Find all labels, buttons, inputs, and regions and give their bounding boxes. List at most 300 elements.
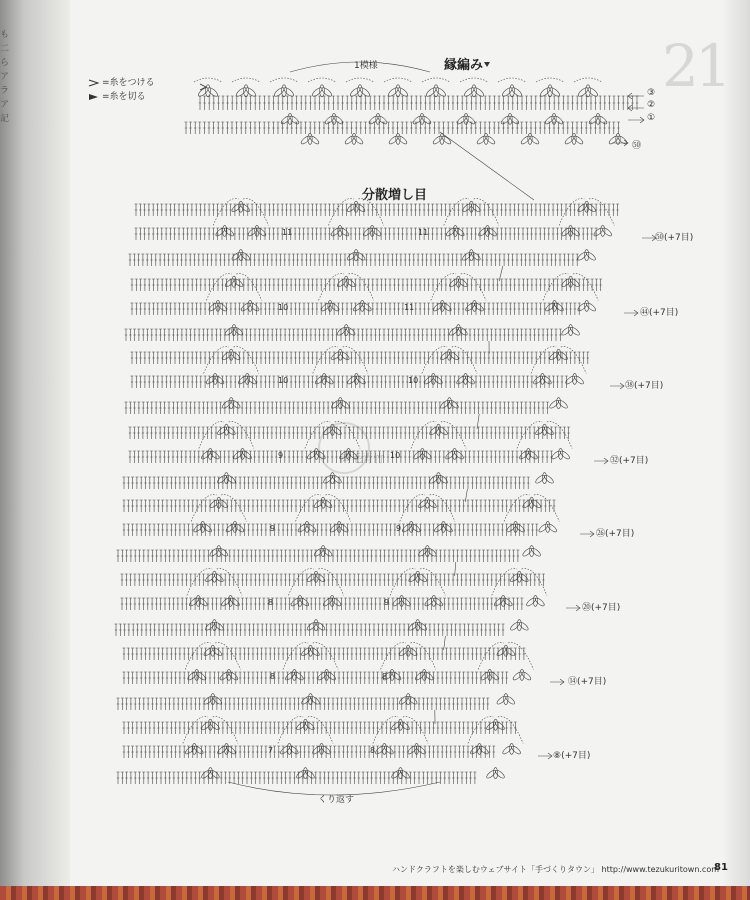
shell-petal xyxy=(304,769,315,779)
shell-petal xyxy=(557,399,568,409)
edging-row-label: ㊿ xyxy=(632,141,642,151)
shell-petal xyxy=(440,133,444,144)
shell-petal xyxy=(435,86,447,97)
shell-petal xyxy=(528,133,532,144)
chain-arc xyxy=(574,78,602,82)
shell-petal xyxy=(573,135,584,145)
chain-arc xyxy=(318,569,343,596)
shell-petal xyxy=(422,669,426,680)
shell-petal xyxy=(229,349,233,360)
shell-petal xyxy=(406,645,410,656)
shell-petal xyxy=(299,597,310,607)
chain-arc xyxy=(498,78,526,82)
shell-petal xyxy=(553,302,564,312)
band-row-label: ㊿(+7目) xyxy=(655,233,694,243)
shell-petal xyxy=(529,497,533,508)
shell-petal xyxy=(445,450,456,460)
shell-petal xyxy=(352,302,363,312)
row-arrow xyxy=(628,93,644,99)
shell-petal xyxy=(332,113,336,124)
shell-petal xyxy=(248,300,252,311)
shell-petal xyxy=(205,375,216,385)
shell-petal xyxy=(338,225,342,236)
shell-petal xyxy=(486,227,497,237)
shell-petal xyxy=(388,135,399,145)
band-row-label: ㊳(+7目) xyxy=(625,381,664,391)
shell-petal xyxy=(218,547,229,557)
shell-petal xyxy=(417,499,428,509)
shell-petal xyxy=(586,85,591,97)
chain-arc xyxy=(243,199,268,226)
shell-petal xyxy=(314,620,318,631)
repeat-count: 9 xyxy=(278,451,284,460)
shell-petal xyxy=(215,227,226,237)
shell-petal xyxy=(339,450,350,460)
shell-petal xyxy=(476,135,487,145)
shell-petal xyxy=(308,694,312,705)
repeat-count: 9 xyxy=(270,524,276,533)
shell-petal xyxy=(525,597,536,607)
chain-arc xyxy=(498,717,523,744)
shell-petal xyxy=(432,135,443,145)
shell-petal xyxy=(295,769,306,779)
stitch-row xyxy=(185,122,620,134)
repeat-count: 7 xyxy=(268,746,274,755)
shell-petal xyxy=(249,302,260,312)
stitch-row xyxy=(129,427,571,439)
shell-petal xyxy=(398,695,409,705)
stitch-row xyxy=(125,402,549,414)
shell-petal xyxy=(344,325,348,336)
stitch-row xyxy=(123,722,517,734)
stitch-row xyxy=(131,376,568,388)
shell-petal xyxy=(410,523,421,533)
shell-petal xyxy=(463,373,467,384)
shell-petal xyxy=(344,135,355,145)
shell-petal xyxy=(505,695,516,705)
shell-petal xyxy=(587,86,599,97)
shell-petal xyxy=(485,225,489,236)
chain-arc xyxy=(422,347,447,374)
shell-petal xyxy=(339,351,350,361)
shell-petal xyxy=(209,769,220,779)
chain-arc xyxy=(561,347,586,374)
chain-arc xyxy=(206,274,231,301)
stitch-row xyxy=(131,303,581,315)
shell-petal xyxy=(188,597,199,607)
chain-arc xyxy=(531,347,556,374)
shell-petal xyxy=(436,473,440,484)
shell-petal xyxy=(493,597,504,607)
shell-petal xyxy=(521,671,532,681)
chain-arc xyxy=(305,422,330,449)
shell-petal xyxy=(485,721,496,731)
shell-petal xyxy=(596,113,600,124)
page-number: 81 xyxy=(714,862,728,873)
footer-text: ハンドクラフトを楽しむウェブサイト「手づくりタウン」 http://www.tezukuritown.com xyxy=(392,865,720,874)
shell-petal xyxy=(330,424,334,435)
chain-arc xyxy=(573,274,598,301)
shell-petal xyxy=(237,375,248,385)
shell-petal xyxy=(209,450,220,460)
row-arrow xyxy=(628,105,644,111)
chain-arc xyxy=(295,495,320,522)
shell-petal xyxy=(396,85,401,97)
shell-petal xyxy=(434,85,439,97)
shell-petal xyxy=(288,745,299,755)
shell-petal xyxy=(297,523,308,533)
chain-arc xyxy=(349,274,374,301)
shell-petal xyxy=(287,743,291,754)
shell-petal xyxy=(224,473,228,484)
shell-petal xyxy=(315,621,326,631)
shell-petal xyxy=(512,671,523,681)
shell-petal xyxy=(518,621,529,631)
shell-petal xyxy=(585,300,589,311)
shell-petal xyxy=(453,450,464,460)
shell-petal xyxy=(193,745,204,755)
repeat-bottom-label: くり返す xyxy=(318,795,355,805)
shell-petal xyxy=(330,473,334,484)
edging-title: 縁編み xyxy=(444,58,484,73)
shell-petal xyxy=(502,745,513,755)
repeat-count: 8 xyxy=(268,598,274,607)
chain-arc xyxy=(536,78,564,82)
shell-petal xyxy=(232,276,236,287)
shell-petal xyxy=(346,375,357,385)
shell-petal xyxy=(436,424,440,435)
shell-petal xyxy=(306,450,317,460)
shell-petal xyxy=(457,326,468,336)
shell-petal xyxy=(517,620,521,631)
shell-petal xyxy=(453,225,457,236)
band-row-label: ⑭(+7目) xyxy=(568,677,607,687)
shell-petal xyxy=(414,671,425,681)
chain-arc xyxy=(403,717,428,744)
chain-arc xyxy=(431,274,456,301)
shell-petal xyxy=(572,133,576,144)
shell-petal xyxy=(233,521,237,532)
shell-petal xyxy=(577,251,588,261)
shell-petal xyxy=(225,523,236,533)
chain-arc xyxy=(308,717,333,744)
band-row-label: ㉖(+7目) xyxy=(596,529,635,539)
shell-petal xyxy=(549,399,560,409)
shell-petal xyxy=(541,375,552,385)
shell-petal xyxy=(184,745,195,755)
shell-petal xyxy=(518,450,529,460)
shell-petal xyxy=(546,521,550,532)
shell-petal xyxy=(433,597,444,607)
shell-petal xyxy=(228,595,232,606)
edging-row-label: ② xyxy=(647,100,656,110)
shell-petal xyxy=(245,373,249,384)
shell-petal xyxy=(396,133,400,144)
shell-petal xyxy=(454,227,465,237)
chain-arc xyxy=(221,495,246,522)
shell-petal xyxy=(328,300,332,311)
chain-arc xyxy=(335,422,360,449)
chain-arc xyxy=(319,274,344,301)
shell-petal xyxy=(412,115,423,125)
shell-petal xyxy=(390,769,401,779)
chain-arc xyxy=(508,643,533,670)
shell-petal xyxy=(456,375,467,385)
shell-petal xyxy=(538,523,549,533)
shell-petal xyxy=(397,135,408,145)
shell-petal xyxy=(431,373,435,384)
legend-join-label: =糸をつける xyxy=(102,78,155,88)
shell-petal xyxy=(608,135,619,145)
previous-page-edge: も 二 ら ア ラ ア 記 xyxy=(0,30,11,124)
shell-petal xyxy=(201,523,212,533)
shell-petal xyxy=(197,597,208,607)
shell-petal xyxy=(577,302,588,312)
shell-petal xyxy=(331,474,342,484)
chapter-number: 21 xyxy=(662,32,728,100)
shell-petal xyxy=(204,573,215,583)
shell-petal xyxy=(309,135,320,145)
shell-petal xyxy=(502,597,513,607)
shell-petal xyxy=(219,671,230,681)
chain-arc xyxy=(373,717,398,744)
shell-petal xyxy=(377,115,388,125)
shell-petal xyxy=(510,745,521,755)
row-arrow xyxy=(580,531,594,537)
shell-petal xyxy=(533,595,537,606)
shell-petal xyxy=(216,426,227,436)
shell-petal xyxy=(353,135,364,145)
shell-petal xyxy=(530,547,541,557)
shell-petal xyxy=(484,133,488,144)
shell-petal xyxy=(426,499,437,509)
shell-petal xyxy=(315,450,326,460)
row-arrow xyxy=(566,605,580,611)
chain-arc xyxy=(410,643,435,670)
shell-petal xyxy=(225,426,236,436)
shell-petal xyxy=(228,671,239,681)
stitch-row xyxy=(135,228,598,240)
row-arrow xyxy=(594,458,608,464)
shell-petal xyxy=(306,523,317,533)
shell-petal xyxy=(346,448,350,459)
shell-petal xyxy=(232,325,236,336)
shell-petal xyxy=(568,325,572,336)
chain-arc xyxy=(232,78,260,82)
stitch-row xyxy=(123,672,509,684)
shell-petal xyxy=(534,597,545,607)
shell-petal xyxy=(206,85,211,97)
repeat-count: 9 xyxy=(384,598,390,607)
shell-petal xyxy=(323,375,334,385)
chain-arc xyxy=(422,78,450,82)
shell-petal xyxy=(354,201,358,212)
chain-arc xyxy=(270,78,298,82)
shell-petal xyxy=(382,743,386,754)
shell-petal xyxy=(234,523,245,533)
legend-cut-label: =糸を切る xyxy=(102,92,146,102)
repeat-count: 10 xyxy=(408,376,419,385)
shell-petal xyxy=(415,620,419,631)
stitch-row xyxy=(123,648,526,660)
chain-arc xyxy=(452,347,477,374)
shell-petal xyxy=(279,745,290,755)
shell-petal xyxy=(544,302,555,312)
shell-petal xyxy=(361,302,372,312)
shell-petal xyxy=(520,135,531,145)
chain-arc xyxy=(420,569,445,596)
shell-petal xyxy=(255,225,259,236)
repeat-count: 8 xyxy=(370,746,376,755)
shell-petal xyxy=(229,398,233,409)
stitch-row xyxy=(125,329,562,341)
shell-petal xyxy=(300,135,311,145)
shell-petal xyxy=(509,115,520,125)
chain-arc xyxy=(288,569,313,596)
shell-petal xyxy=(494,769,505,779)
shell-petal xyxy=(240,448,244,459)
shell-petal xyxy=(224,743,228,754)
shell-petal xyxy=(200,450,211,460)
shell-petal xyxy=(370,225,374,236)
stitch-row xyxy=(123,746,496,758)
shell-petal xyxy=(602,227,613,237)
shell-petal xyxy=(463,86,475,97)
chain-arc xyxy=(236,274,261,301)
shell-petal xyxy=(558,448,562,459)
shell-petal xyxy=(542,473,546,484)
shell-petal xyxy=(330,595,334,606)
shell-petal xyxy=(485,135,496,145)
shell-petal xyxy=(244,85,249,97)
shell-petal xyxy=(246,375,257,385)
shell-petal xyxy=(376,113,380,124)
chain-arc xyxy=(191,495,216,522)
shell-petal xyxy=(572,373,576,384)
shell-petal xyxy=(584,250,588,261)
shell-petal xyxy=(354,373,358,384)
spread-increase-title: 分散増し目 xyxy=(362,188,428,203)
chain-arc xyxy=(328,199,353,226)
shell-petal xyxy=(193,523,204,533)
shell-petal xyxy=(569,326,580,336)
chain-arc xyxy=(278,717,303,744)
shell-petal xyxy=(314,571,318,582)
shell-petal xyxy=(401,523,412,533)
shell-petal xyxy=(308,133,312,144)
shell-petal xyxy=(306,621,317,631)
shell-petal xyxy=(556,398,560,409)
shell-petal xyxy=(504,645,508,656)
repeat-count: 9 xyxy=(396,524,402,533)
shell-petal xyxy=(280,115,291,125)
shell-petal xyxy=(432,595,436,606)
shell-petal xyxy=(551,450,562,460)
shell-petal xyxy=(556,349,560,360)
shell-petal xyxy=(407,695,418,705)
shell-petal xyxy=(473,302,484,312)
chain-arc xyxy=(185,643,210,670)
shell-petal xyxy=(339,227,350,237)
shell-petal xyxy=(464,113,468,124)
shell-petal xyxy=(529,135,540,145)
repeat-count: 8 xyxy=(382,672,388,681)
repeat-count: 11 xyxy=(282,228,293,237)
chain-arc xyxy=(589,199,614,226)
row-arrow xyxy=(628,117,644,123)
stitch-row xyxy=(121,598,524,610)
chain-arc xyxy=(411,422,436,449)
shell-petal xyxy=(477,227,488,237)
chain-arc xyxy=(478,643,503,670)
shell-petal xyxy=(585,251,596,261)
shell-petal xyxy=(338,398,342,409)
shell-petal xyxy=(221,399,232,409)
chain-arc xyxy=(183,717,208,744)
shell-petal xyxy=(442,523,453,533)
shell-petal xyxy=(409,521,413,532)
row-arrow xyxy=(610,383,624,389)
shell-petal xyxy=(382,671,393,681)
shell-petal xyxy=(564,135,575,145)
row-arrow xyxy=(624,310,638,316)
shell-petal xyxy=(509,621,520,631)
chain-arc xyxy=(559,199,584,226)
shell-petal xyxy=(510,85,515,97)
shell-petal xyxy=(508,113,512,124)
chain-arc xyxy=(390,569,415,596)
shell-petal xyxy=(324,115,335,125)
chain-arc xyxy=(384,78,412,82)
shell-petal xyxy=(333,115,344,125)
shell-petal xyxy=(208,719,212,730)
shell-petal xyxy=(355,375,366,385)
shell-petal xyxy=(305,521,309,532)
shell-petal xyxy=(213,573,224,583)
chain-arc xyxy=(543,274,568,301)
shell-petal xyxy=(311,86,323,97)
shell-petal xyxy=(239,250,243,261)
repeat-bracket xyxy=(290,62,430,72)
shell-petal xyxy=(548,85,553,97)
repeat-count: 10 xyxy=(278,303,289,312)
repeat-count: 8 xyxy=(270,672,276,681)
shell-petal xyxy=(534,426,545,436)
repeat-count: 11 xyxy=(418,228,429,237)
shell-petal xyxy=(547,523,558,533)
shell-petal xyxy=(472,85,477,97)
shell-petal xyxy=(209,547,220,557)
band-row-label: ⑧(+7目) xyxy=(553,751,591,761)
shell-petal xyxy=(552,300,556,311)
shell-petal xyxy=(540,373,544,384)
shell-petal xyxy=(358,85,363,97)
chain-arc xyxy=(444,199,469,226)
shell-petal xyxy=(355,251,366,261)
shell-petal xyxy=(509,573,520,583)
shell-petal xyxy=(196,595,200,606)
shell-petal xyxy=(352,133,356,144)
guide-line xyxy=(440,132,534,200)
shell-petal xyxy=(346,251,357,261)
shell-petal xyxy=(391,671,402,681)
repeat-count: 11 xyxy=(404,303,415,312)
chain-arc xyxy=(313,643,338,670)
shell-petal xyxy=(421,115,432,125)
stitch-row xyxy=(123,500,556,512)
shell-petal xyxy=(496,695,507,705)
edging-repeat-label: 1模様 xyxy=(354,61,378,71)
